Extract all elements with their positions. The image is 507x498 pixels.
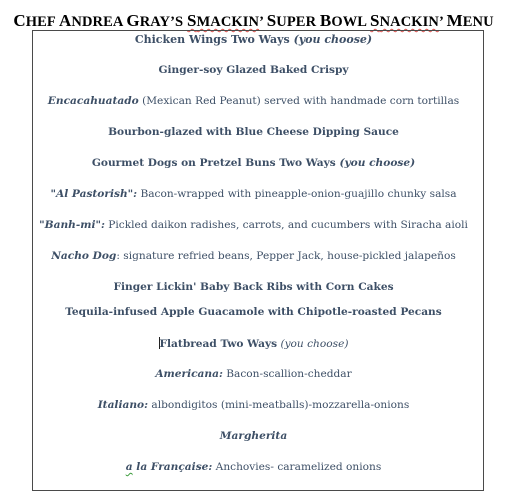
dog-option-3: Nacho Dog: signature refried beans, Pepper Jack, house-pickled jalapeños	[51, 250, 456, 262]
dog-option-1: "Al Pastorish": Bacon-wrapped with pineapple-onion-guajillo chunky salsa	[50, 188, 457, 200]
page-title: CHEF ANDREA GRAY’S SMACKIN’ SUPER BOWL SNACKIN’ MENU	[13, 11, 494, 30]
flatbread-option-4: a la Française: Anchovies- caramelized onions	[125, 461, 382, 473]
guacamole-item: Tequila-infused Apple Guacamole with Chipotle-roasted Pecans	[65, 306, 442, 318]
dog-option-2: "Banh-mi": Pickled daikon radishes, carrots, and cucumbers with Siracha aioli	[39, 219, 468, 231]
flatbread-option-3: Margherita	[219, 430, 288, 442]
flatbread-option-1: Americana: Bacon-scallion-cheddar	[155, 368, 352, 380]
wings-heading: Chicken Wings Two Ways (you choose)	[134, 33, 373, 46]
bourbon-item: Bourbon-glazed with Blue Cheese Dipping Sauce	[108, 126, 399, 138]
flatbread-heading: Flatbread Two Ways (you choose)	[159, 338, 349, 350]
dogs-heading: Gourmet Dogs on Pretzel Buns Two Ways (you choose)	[91, 157, 416, 169]
wings-option-2: Encacahuatado (Mexican Red Peanut) served with handmade corn tortillas	[47, 95, 460, 107]
ribs-item: Finger Lickin' Baby Back Ribs with Corn Cakes	[113, 281, 394, 293]
wings-option-1: Ginger-soy Glazed Baked Crispy	[158, 64, 349, 76]
flatbread-option-2: Italiano: albondigitos (mini-meatballs)-mozzarella-onions	[97, 399, 410, 411]
